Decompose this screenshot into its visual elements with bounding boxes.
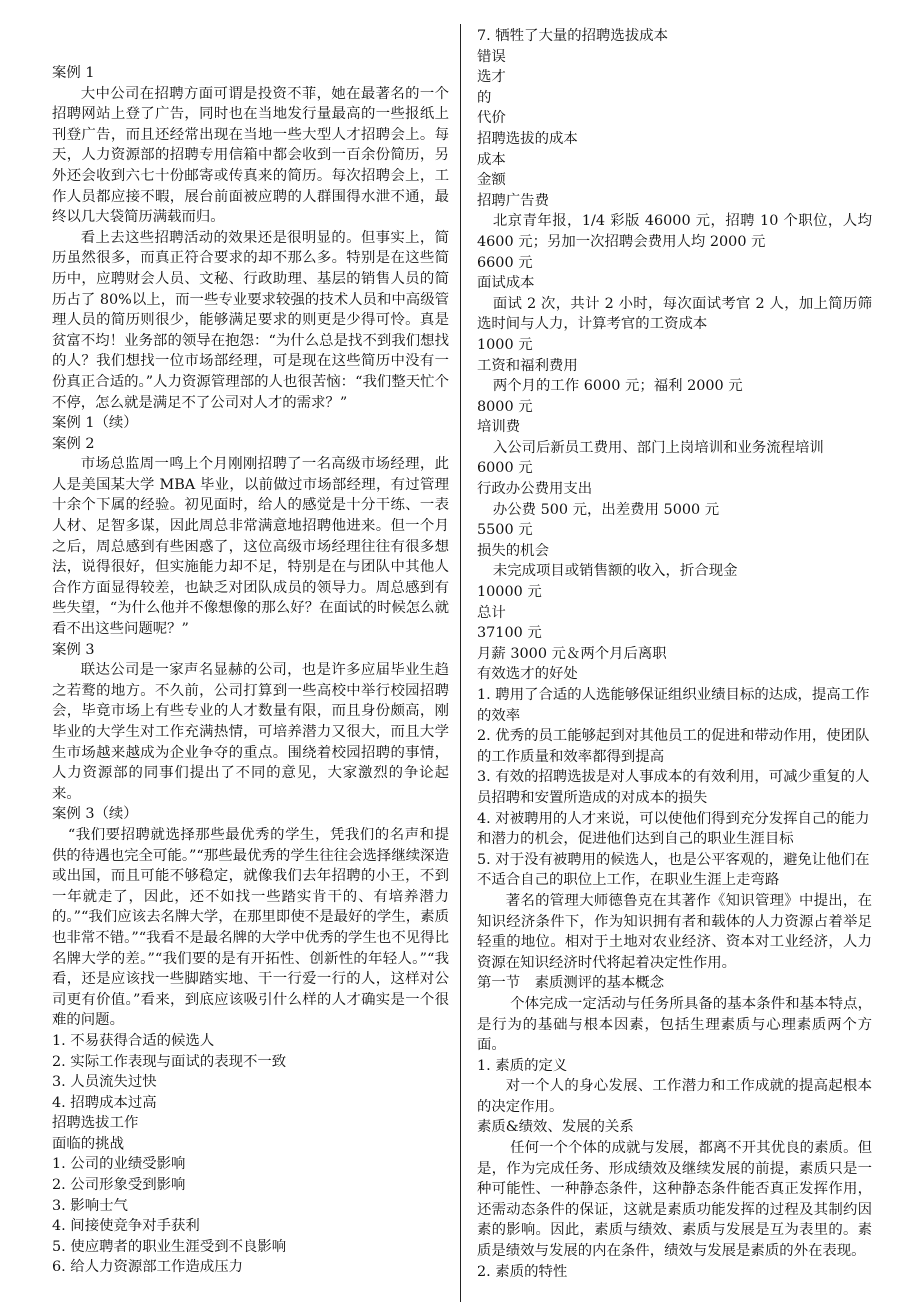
section-heading: 10000 元 xyxy=(477,584,542,601)
section-heading: 1000 元 xyxy=(477,336,533,353)
section-heading: 行政办公费用支出 xyxy=(477,481,593,498)
section-heading: 损失的机会 xyxy=(477,542,549,559)
section-heading: 招聘广告费 xyxy=(477,192,549,209)
section-heading: 案例 1（续） xyxy=(52,415,138,432)
list-item: 4. 间接使竞争对手获利 xyxy=(52,1218,200,1235)
section-heading: 成本 xyxy=(477,151,506,168)
paragraph: 任何一个个体的成就与发展，都离不开其优良的素质。但是，作为完成任务、形成绩效及继续发展的前提，素质只是一种可能性、一种静态条件，这种静态条件能否真正发挥作用，还需动态条件的保证，这就是素质功能发挥的过程及其制约因素的影响。因此，素质与绩效、素质与发展是互为表里的。素质是绩效与发展的内在条件，绩效与发展是素质的外在表现。 xyxy=(477,1140,872,1260)
section-heading: 招聘选拔的成本 xyxy=(477,130,578,147)
list-item: 4. 招聘成本过高 xyxy=(52,1094,157,1111)
section-heading: 第一节 素质测评的基本概念 xyxy=(477,975,665,992)
paragraph: 面试 2 次，共计 2 小时，每次面试考官 2 人，加上简历筛选时间与人力，计算考官的工资成本 xyxy=(477,295,872,333)
right-column xyxy=(477,0,872,1302)
list-item: 4. 对被聘用的人才来说，可以使他们得到充分发挥自己的能力和潜力的机会，促进他们达到自己的职业生涯目标 xyxy=(477,810,870,848)
column-divider xyxy=(460,24,461,1302)
paragraph: 北京青年报，1/4 彩版 46000 元，招聘 10 个职位，人均 4600 元；另加一次招聘会费用人均 2000 元 xyxy=(477,213,872,250)
list-item: 3. 人员流失过快 xyxy=(52,1074,157,1091)
section-heading: 月薪 3000 元＆两个月后离职 xyxy=(477,645,667,662)
paragraph: 两个月的工作 6000 元；福利 2000 元 xyxy=(492,378,743,395)
section-heading: 案例 1 xyxy=(52,65,95,81)
list-item: 1. 聘用了合适的人选能够保证组织业绩目标的达成，提高工作的效率 xyxy=(477,687,870,724)
list-item: 5. 使应聘者的职业生涯受到不良影响 xyxy=(52,1238,287,1255)
section-heading: 有效选才的好处 xyxy=(477,666,578,683)
paragraph: 未完成项目或销售额的收入，折合现金 xyxy=(492,563,738,580)
list-item: 1. 公司的业绩受影响 xyxy=(52,1156,186,1173)
list-item: 7. 牺牲了大量的招聘选拔成本 xyxy=(477,28,668,44)
section-heading: 面试成本 xyxy=(477,275,535,292)
section-heading: 37100 元 xyxy=(477,625,542,642)
section-heading: 案例 3（续） xyxy=(52,806,138,823)
section-heading: 5500 元 xyxy=(477,522,533,539)
list-item: 5. 对于没有被聘用的候选人，也是公平客观的，避免让他们在不适合自己的职位上工作，在职业生涯上走弯路 xyxy=(477,851,870,889)
section-heading: 总计 xyxy=(477,604,506,621)
section-heading: 选才 xyxy=(477,69,506,86)
list-item: 3. 有效的招聘选拔是对人事成本的有效利用，可减少重复的人员招聘和安置所造成的对成本的损失 xyxy=(477,769,870,806)
paragraph: 联达公司是一家声名显赫的公司，也是许多应届毕业生趋之若鹜的地方。不久前，公司打算到一些高校中举行校园招聘会，毕竟市场上有些专业的人才数量有限，而且身份颇高，刚毕业的大学生对工作充满热情，可培养潜力又很大，而且大学生市场越来越成为企业争夺的重点。围绕着校园招聘的事情，人力资源部的同事们提出了不同的意见，大家激烈的争论起来。 xyxy=(52,662,449,802)
list-item: 2. 素质的特性 xyxy=(477,1263,568,1280)
section-heading: 素质&绩效、发展的关系 xyxy=(477,1119,634,1136)
list-item: 2. 公司形象受到影响 xyxy=(52,1177,186,1194)
section-heading: 工资和福利费用 xyxy=(477,357,578,374)
section-heading: 面临的挑战 xyxy=(52,1135,124,1152)
section-heading: 金额 xyxy=(477,172,506,189)
list-item: 1. 不易获得合适的候选人 xyxy=(52,1032,215,1049)
section-heading: 案例 3 xyxy=(52,641,95,658)
section-heading: 6600 元 xyxy=(477,254,533,271)
list-item: 1. 素质的定义 xyxy=(477,1057,568,1074)
paragraph: 入公司后新员工费用、部门上岗培训和业务流程培训 xyxy=(492,439,824,456)
paragraph: 办公费 500 元，出差费用 5000 元 xyxy=(492,501,720,518)
list-item: 6. 给人力资源部工作造成压力 xyxy=(52,1259,243,1276)
section-heading: 8000 元 xyxy=(477,398,533,415)
list-item: 3. 影响士气 xyxy=(52,1197,128,1214)
list-item: 2. 实际工作表现与面试的表现不一致 xyxy=(52,1053,287,1070)
section-heading: 代价 xyxy=(477,110,506,127)
section-heading: 的 xyxy=(477,89,492,106)
paragraph: 看上去这些招聘活动的效果还是很明显的。但事实上，简历虽然很多，而真正符合要求的却不那么多。特别是在这些简历中，应聘财会人员、文秘、行政助理、基层的销售人员的简历占了 80%以上，而一些专业要求较强的技术人员和中高级管理人员的简历则很少，能够满足要求的则更是少得可怜。真是贫富不均！业务部的领导在抱怨：“为什么总是找不到我们想找的人？我们想找一位市场部经理，可是现在这些简历中没有一份真正合适的。”人力资源管理部的人也很苦恼：“我们整天忙个不停，怎么就是满足不了公司对人才的需求？” xyxy=(52,229,449,411)
paragraph: 对一个人的身心发展、工作潜力和工作成就的提高起根本的决定作用。 xyxy=(477,1078,872,1115)
section-heading: 6000 元 xyxy=(477,460,533,477)
paragraph: “我们要招聘就选择那些最优秀的学生，凭我们的名声和提供的待遇也完全可能。”“那些最优秀的学生往往会选择继续深造或出国，而且可能不够稳定，就像我们去年招聘的小王，不到一年就走了，因此，还不如找一些踏实肯干的、有培养潜力的。”“我们应该去名牌大学，在那里即使不是最好的学生，素质也非常不错。”“我看不是最名牌的大学中优秀的学生也不见得比名牌大学的差。”“我们要的是有开拓性、创新性的年轻人。”“我看，还是应该找一些脚踏实地、干一行爱一行的人，这样对公司更有价值。”看来，到底应该吸引什么样的人才确实是一个很难的问题。 xyxy=(52,826,449,1029)
paragraph: 个体完成一定活动与任务所具备的基本条件和基本特点，是行为的基础与根本因素，包括生理素质与心理素质两个方面。 xyxy=(477,995,872,1054)
list-item: 2. 优秀的员工能够起到对其他员工的促进和带动作用，使团队的工作质量和效率都得到提高 xyxy=(477,728,870,765)
paragraph: 市场总监周一鸣上个月刚刚招聘了一名高级市场经理，此人是美国某大学 MBA 毕业，以前做过市场部经理，有过管理十余个下属的经验。初见面时，给人的感觉是十分干练、一表人材、足智多谋，因此周总非常满意地招聘他进来。但一个月之后，周总感到有些困惑了，这位高级市场经理往往有很多想法，说得很好，但实施能力却不足，特别是在与团队中其他人合作方面显得较差，也缺乏对团队成员的领导力。周总感到有些失望，“为什么他并不像想像的那么好？在面试的时候怎么就看不出这些问题呢？” xyxy=(52,456,449,638)
left-column xyxy=(52,0,449,1302)
section-heading: 招聘选拔工作 xyxy=(52,1115,139,1132)
section-heading: 错误 xyxy=(477,48,506,65)
paragraph: 著名的管理大师德鲁克在其著作《知识管理》中提出，在知识经济条件下，作为知识拥有者和载体的人力资源占着举足轻重的地位。相对于土地对农业经济、资本对工业经济，人力资源在知识经济时代将起着决定性作用。 xyxy=(477,892,872,971)
paragraph: 大中公司在招聘方面可谓是投资不菲，她在最著名的一个招聘网站上登了广告，同时也在当地发行量最高的一些报纸上刊登广告，而且还经常出现在当地一些大型人才招聘会上。每天，人力资源部的招聘专用信箱中都会收到一百余份简历，另外还会收到六七十份邮寄或传真来的简历。每次招聘会上，工作人员都应接不暇，展台前面被应聘的人群围得水泄不通，最终以几大袋简历满载而归。 xyxy=(52,85,449,226)
section-heading: 案例 2 xyxy=(52,435,95,452)
section-heading: 培训费 xyxy=(477,419,521,436)
